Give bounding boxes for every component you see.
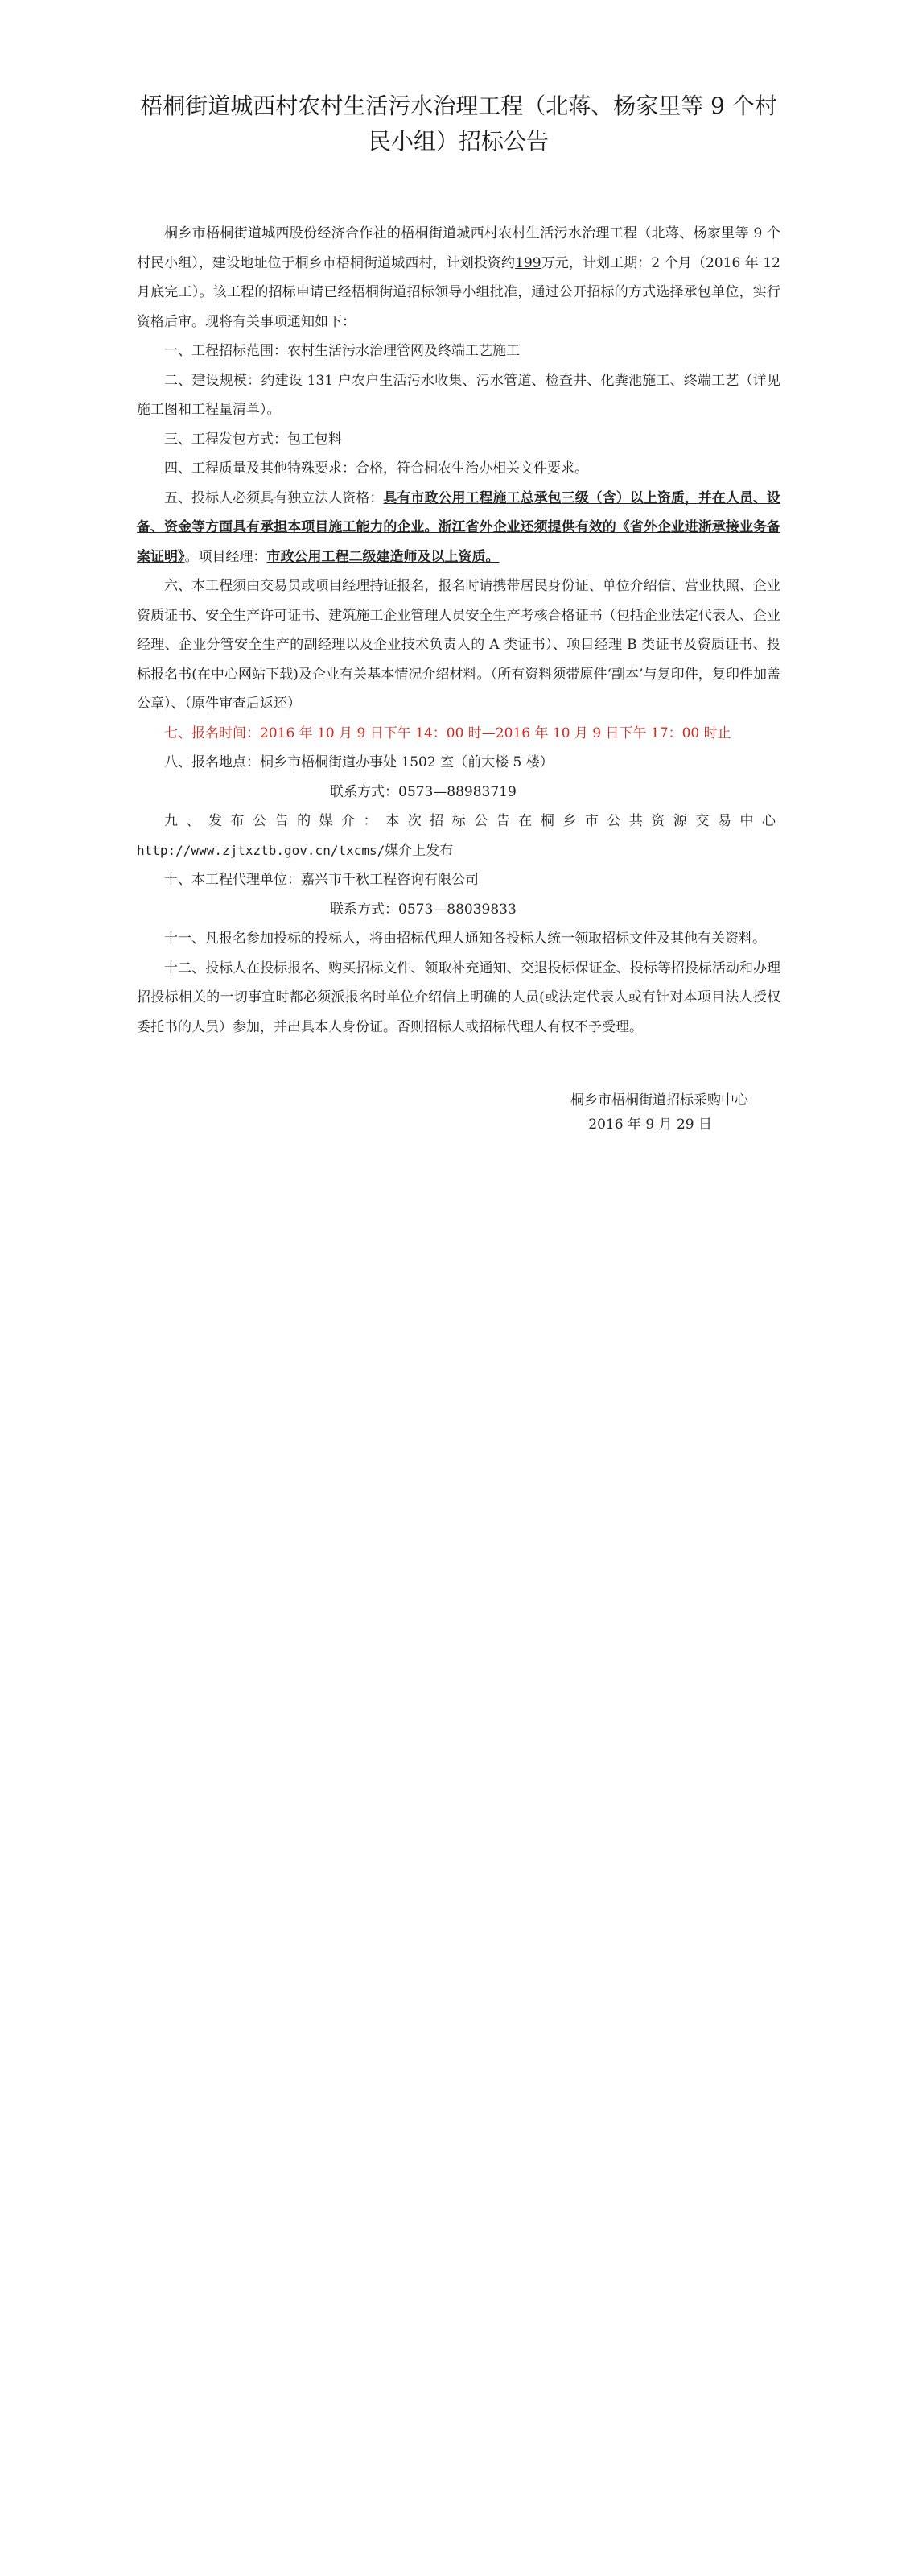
intro-paragraph (137, 219, 780, 336)
intro-text: 桐乡市梧桐街道城西股份经济合作社的梧桐街道城西村农村生活污水治理工程（北蒋、杨家里等 9 个村民小组），建设地址位于桐乡市梧桐街道城西村，计划投资约 (137, 225, 780, 271)
agent-contact: 联系方式：0573—88039833 (330, 901, 517, 918)
item-quality: 四、工程质量及其他特殊要求：合格，符合桐农生治办相关文件要求。 (164, 460, 588, 477)
qualification-requirement: 具有市政公用工程施工总承包三级（含）以上资质，并在人员、设备、资金等方面具有承担本项目施工能力的企业。浙江省外企业还须提供有效的《省外企业进浙承接业务备案证明》 (137, 489, 781, 565)
page-title: 梧桐街道城西村农村生活污水治理工程（北蒋、杨家里等 9 个村民小组）招标公告 (140, 93, 777, 155)
item-registration-location: 八、报名地点：桐乡市梧桐街道办事处 1502 室（前大楼 5 楼） (164, 754, 554, 770)
item-registration-time: 七、报名时间：2016 年 10 月 9 日下午 14：00 时—2016 年 10 月 9 日下午 17：00 时止 (164, 724, 731, 741)
intro-rest-text: 万元，计划工期：2 个月（2016 年 12 月底完工）。该工程的招标申请已经梧桐街道招标领导小组批准，通过公开招标的方式选择承包单位，实行资格后审。现将有关事项通知如下： (137, 254, 780, 330)
registration-contact: 联系方式：0573—88983719 (330, 783, 517, 800)
item-scale: 二、建设规模：约建设 131 户农户生活污水收集、污水管道、检查井、化粪池施工、终端工艺（详见施工图和工程量清单）。 (137, 372, 780, 418)
signature-date: 2016 年 9 月 29 日 (588, 1117, 712, 1133)
item-publication-media (137, 807, 780, 865)
media-suffix: 媒介上发布 (385, 842, 454, 859)
signature-block (137, 1088, 780, 1137)
item-bid-documents: 十一、凡报名参加投标的投标人，将由招标代理人通知各投标人统一领取招标文件及其他有关资料。 (164, 931, 766, 947)
investment-amount: 199 (515, 254, 541, 271)
project-manager-requirement: 市政公用工程二级建造师及以上资质。 (266, 548, 500, 565)
notice-document (137, 89, 780, 1137)
item-registration-documents: 六、本工程须由交易员或项目经理持证报名，报名时请携带居民身份证、单位介绍信、营业执照、企业资质证书、安全生产许可证书、建筑施工企业管理人员安全生产考核合格证书（包括企业法定代表人、企业经理、企业分管安全生产的副经理以及企业技术负责人的 A 类证书）、项目经理 B 类证书及资质证书、投标报名书(在中心网站下载)及企业有关基本情况介绍材料。（所有资料须带原件‘副本’与复印件，复印件加盖公章）、（原件审查后返还） (137, 578, 780, 712)
item-scope: 一、工程招标范围：农村生活污水治理管网及终端工艺施工 (164, 343, 520, 359)
qualification-prefix: 五、投标人必须具有独立法人资格： (164, 489, 384, 506)
item-contract-method: 三、工程发包方式：包工包料 (164, 431, 342, 448)
item-agent: 十、本工程代理单位：嘉兴市千秋工程咨询有限公司 (164, 872, 479, 888)
media-prefix: 九、发布公告的媒介：本次招标公告在桐乡市公共资源交易中心 (164, 813, 780, 829)
qualification-mid: 。项目经理： (184, 548, 267, 565)
item-bidder-attendance: 十二、投标人在投标报名、购买招标文件、领取补充通知、交退投标保证金、投标等招投标活动和办理招投标相关的一切事宜时都必须派报名时单位介绍信上明确的人员(或法定代表人或有针对本项目法人授权委托书的人员）参加，并出具本人身份证。否则招标人或招标代理人有权不予受理。 (137, 960, 780, 1035)
item-qualification (137, 484, 780, 572)
media-url-link[interactable]: http://www.zjtxztb.gov.cn/txcms/ (137, 842, 385, 858)
signature-org: 桐乡市梧桐街道招标采购中心 (570, 1092, 748, 1108)
